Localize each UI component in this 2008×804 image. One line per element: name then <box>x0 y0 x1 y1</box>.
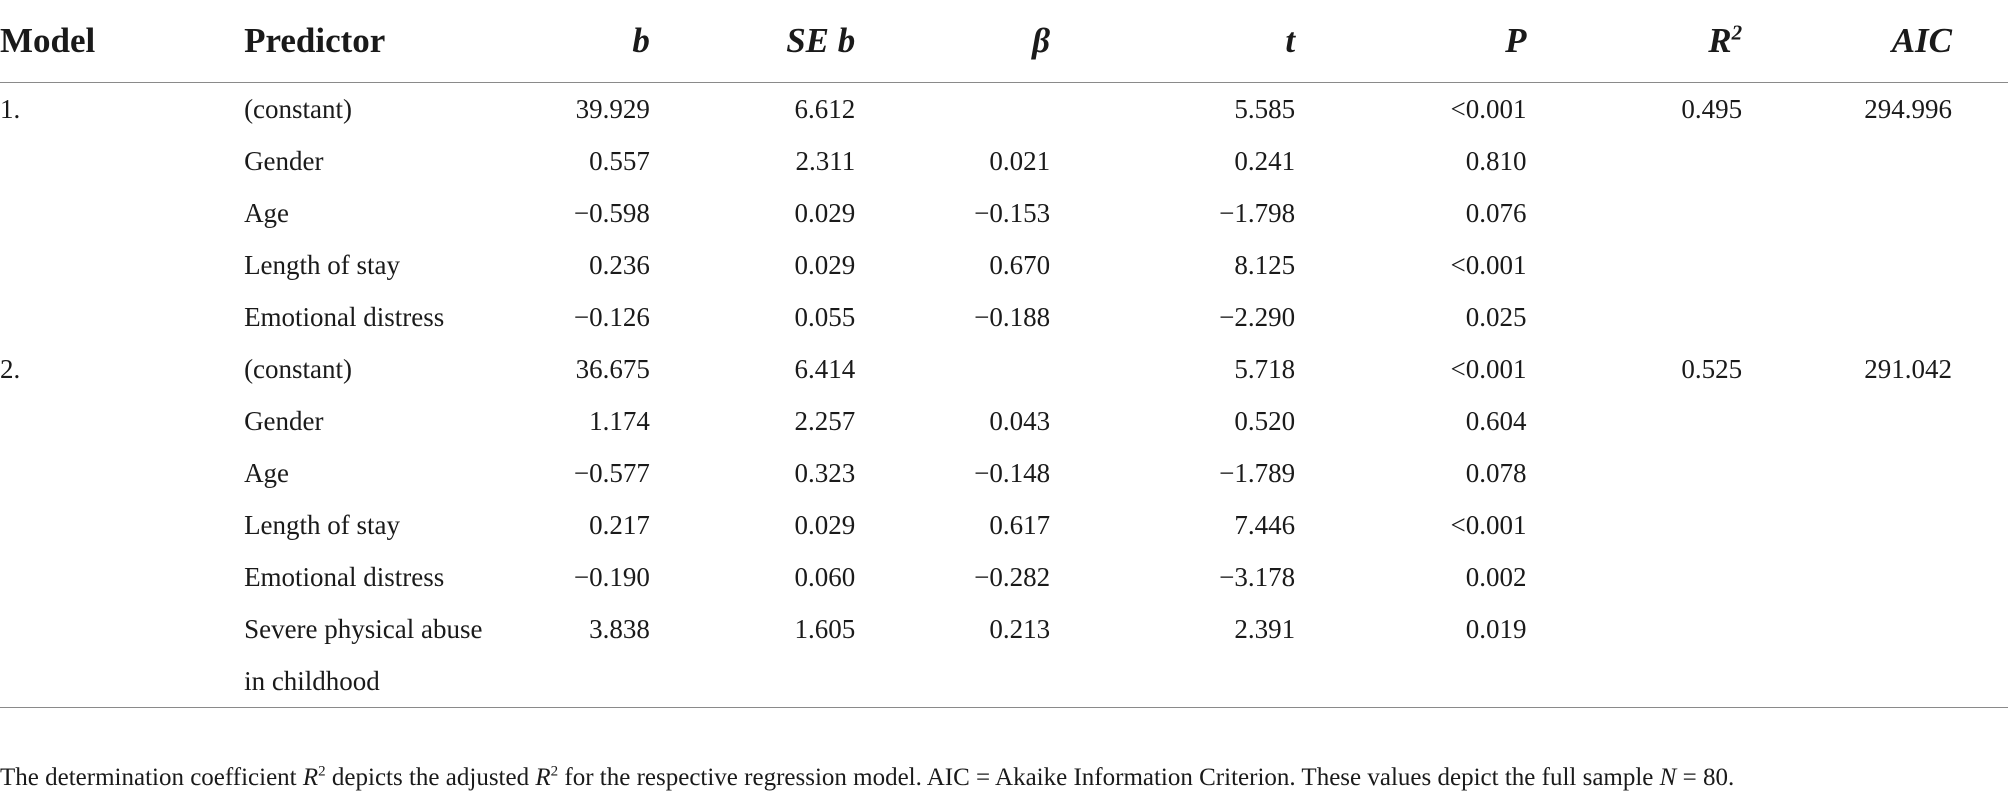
cell-r2: 0.495 <box>1681 93 1743 124</box>
cell-b: 39.929 <box>575 93 650 124</box>
header-r2-base: R <box>1708 21 1732 60</box>
cell-se-b: 0.029 <box>794 249 856 280</box>
cell-beta: 0.213 <box>989 613 1051 644</box>
cell-se-b: 0.029 <box>794 197 856 228</box>
cell-b: 0.236 <box>589 249 650 280</box>
header-r2-sup: 2 <box>1731 20 1743 45</box>
cell-model <box>0 603 244 655</box>
cell-predictor: (constant) <box>244 93 353 124</box>
table-row <box>0 135 2008 187</box>
cell-predictor: in childhood <box>244 655 541 708</box>
cell-model <box>0 551 244 603</box>
cell-se-b: 0.055 <box>794 301 856 332</box>
cell-b: 0.557 <box>589 145 650 176</box>
cell-t: −3.178 <box>1219 561 1296 592</box>
cell-se-b: 2.257 <box>794 405 856 436</box>
cell-t: 5.585 <box>1234 93 1296 124</box>
cell-aic <box>1772 499 2008 551</box>
cell-r2 <box>1546 395 1772 447</box>
header-beta: β <box>895 0 1090 83</box>
cell-beta: −0.282 <box>974 561 1051 592</box>
header-model: Model <box>0 0 244 83</box>
cell-t: 5.718 <box>1234 353 1296 384</box>
cell-se-b <box>680 655 895 708</box>
cell-predictor: Age <box>244 197 290 228</box>
cell-aic <box>1772 395 2008 447</box>
cell-b: 36.675 <box>575 353 650 384</box>
cell-predictor: Severe physical abuse <box>244 613 483 644</box>
cell-t: −1.789 <box>1219 457 1296 488</box>
header-se-b: SE b <box>680 0 895 83</box>
cell-se-b: 6.414 <box>794 353 856 384</box>
cell-b: −0.598 <box>573 197 650 228</box>
cell-se-b: 6.612 <box>794 93 856 124</box>
cell-p: <0.001 <box>1450 509 1527 540</box>
cell-p: 0.604 <box>1465 405 1527 436</box>
table-row <box>0 187 2008 239</box>
cell-r2 <box>1546 551 1772 603</box>
footnote-text-2: depicts the adjusted <box>325 764 536 791</box>
cell-beta <box>895 655 1090 708</box>
cell-beta: 0.021 <box>989 145 1051 176</box>
cell-aic: 294.996 <box>1864 93 1952 124</box>
table-footnote <box>0 764 1734 792</box>
footnote-text-3: for the respective regression model. AIC = Akaike Information Criterion. These values depict the full sample <box>558 764 1660 791</box>
table-row <box>0 551 2008 603</box>
cell-t <box>1090 655 1331 708</box>
cell-b: 0.217 <box>589 509 650 540</box>
table-row <box>0 655 2008 708</box>
cell-r2 <box>1546 447 1772 499</box>
cell-r2 <box>1546 603 1772 655</box>
cell-predictor: (constant) <box>244 353 353 384</box>
cell-model <box>0 135 244 187</box>
cell-predictor: Emotional distress <box>244 301 445 332</box>
cell-model <box>0 499 244 551</box>
cell-model: 2. <box>0 353 21 384</box>
cell-aic <box>1772 187 2008 239</box>
footnote-n-italic: N <box>1659 764 1677 791</box>
cell-beta: −0.148 <box>974 457 1051 488</box>
cell-beta: 0.670 <box>989 249 1051 280</box>
cell-b: −0.577 <box>573 457 650 488</box>
cell-model: 1. <box>0 93 21 124</box>
cell-predictor: Emotional distress <box>244 561 445 592</box>
cell-p: 0.076 <box>1465 197 1527 228</box>
footnote-sup: 2 <box>318 763 326 780</box>
cell-se-b: 2.311 <box>795 145 856 176</box>
cell-model <box>0 239 244 291</box>
cell-aic: 291.042 <box>1864 353 1952 384</box>
table-row <box>0 499 2008 551</box>
cell-aic <box>1772 603 2008 655</box>
cell-r2 <box>1546 499 1772 551</box>
cell-r2 <box>1546 187 1772 239</box>
cell-t: 8.125 <box>1234 249 1296 280</box>
cell-t: 0.241 <box>1234 145 1296 176</box>
cell-aic <box>1772 551 2008 603</box>
cell-t: 2.391 <box>1234 613 1296 644</box>
header-row <box>0 0 2008 83</box>
cell-aic <box>1772 291 2008 343</box>
cell-t: 0.520 <box>1234 405 1296 436</box>
cell-p: 0.002 <box>1465 561 1527 592</box>
cell-aic <box>1772 239 2008 291</box>
cell-beta: 0.043 <box>989 405 1051 436</box>
cell-beta: 0.617 <box>989 509 1051 540</box>
cell-r2: 0.525 <box>1681 353 1743 384</box>
header-predictor: Predictor <box>244 0 541 83</box>
cell-t: −1.798 <box>1219 197 1296 228</box>
cell-t: 7.446 <box>1234 509 1296 540</box>
cell-aic <box>1772 447 2008 499</box>
cell-r2 <box>1546 291 1772 343</box>
table-body <box>0 83 2008 708</box>
cell-se-b: 0.060 <box>794 561 856 592</box>
cell-p: <0.001 <box>1450 249 1527 280</box>
footnote-text-4: = 80. <box>1676 764 1735 791</box>
cell-p <box>1331 655 1546 708</box>
table-header <box>0 0 2008 83</box>
cell-p: <0.001 <box>1450 93 1527 124</box>
table-row <box>0 395 2008 447</box>
cell-model <box>0 655 244 708</box>
cell-aic <box>1772 135 2008 187</box>
header-r2 <box>1546 0 1772 83</box>
footnote-sup-2: 2 <box>550 763 559 780</box>
cell-r2 <box>1546 655 1772 708</box>
table-row <box>0 603 2008 655</box>
cell-b: 1.174 <box>589 405 650 436</box>
cell-predictor: Gender <box>244 145 324 176</box>
cell-se-b: 1.605 <box>794 613 856 644</box>
cell-p: 0.810 <box>1465 145 1527 176</box>
cell-p: <0.001 <box>1450 353 1527 384</box>
cell-p: 0.078 <box>1465 457 1527 488</box>
footnote-text-1: The determination coefficient <box>0 764 303 791</box>
table-row <box>0 447 2008 499</box>
table-row <box>0 83 2008 136</box>
cell-model <box>0 395 244 447</box>
cell-aic <box>1772 655 2008 708</box>
cell-beta <box>895 343 1090 395</box>
cell-p: 0.025 <box>1465 301 1527 332</box>
cell-predictor: Length of stay <box>244 249 401 280</box>
table-row <box>0 343 2008 395</box>
cell-predictor: Length of stay <box>244 509 401 540</box>
footnote-r-italic-2: R <box>535 764 551 791</box>
footnote-r-italic: R <box>302 764 319 791</box>
cell-predictor: Gender <box>244 405 324 436</box>
cell-b: 3.838 <box>589 613 650 644</box>
header-p: P <box>1331 0 1546 83</box>
cell-model <box>0 291 244 343</box>
cell-predictor: Age <box>244 457 290 488</box>
cell-se-b: 0.323 <box>794 457 856 488</box>
table-row <box>0 291 2008 343</box>
table-row <box>0 239 2008 291</box>
cell-b <box>541 655 679 708</box>
cell-b: −0.190 <box>573 561 650 592</box>
cell-model <box>0 187 244 239</box>
cell-beta <box>895 83 1090 136</box>
cell-r2 <box>1546 135 1772 187</box>
cell-r2 <box>1546 239 1772 291</box>
header-t: t <box>1090 0 1331 83</box>
cell-se-b: 0.029 <box>794 509 856 540</box>
cell-p: 0.019 <box>1465 613 1527 644</box>
cell-b: −0.126 <box>573 301 650 332</box>
header-b: b <box>541 0 679 83</box>
header-aic: AIC <box>1772 0 2008 83</box>
cell-t: −2.290 <box>1219 301 1296 332</box>
cell-model <box>0 447 244 499</box>
cell-beta: −0.188 <box>974 301 1051 332</box>
cell-beta: −0.153 <box>974 197 1051 228</box>
